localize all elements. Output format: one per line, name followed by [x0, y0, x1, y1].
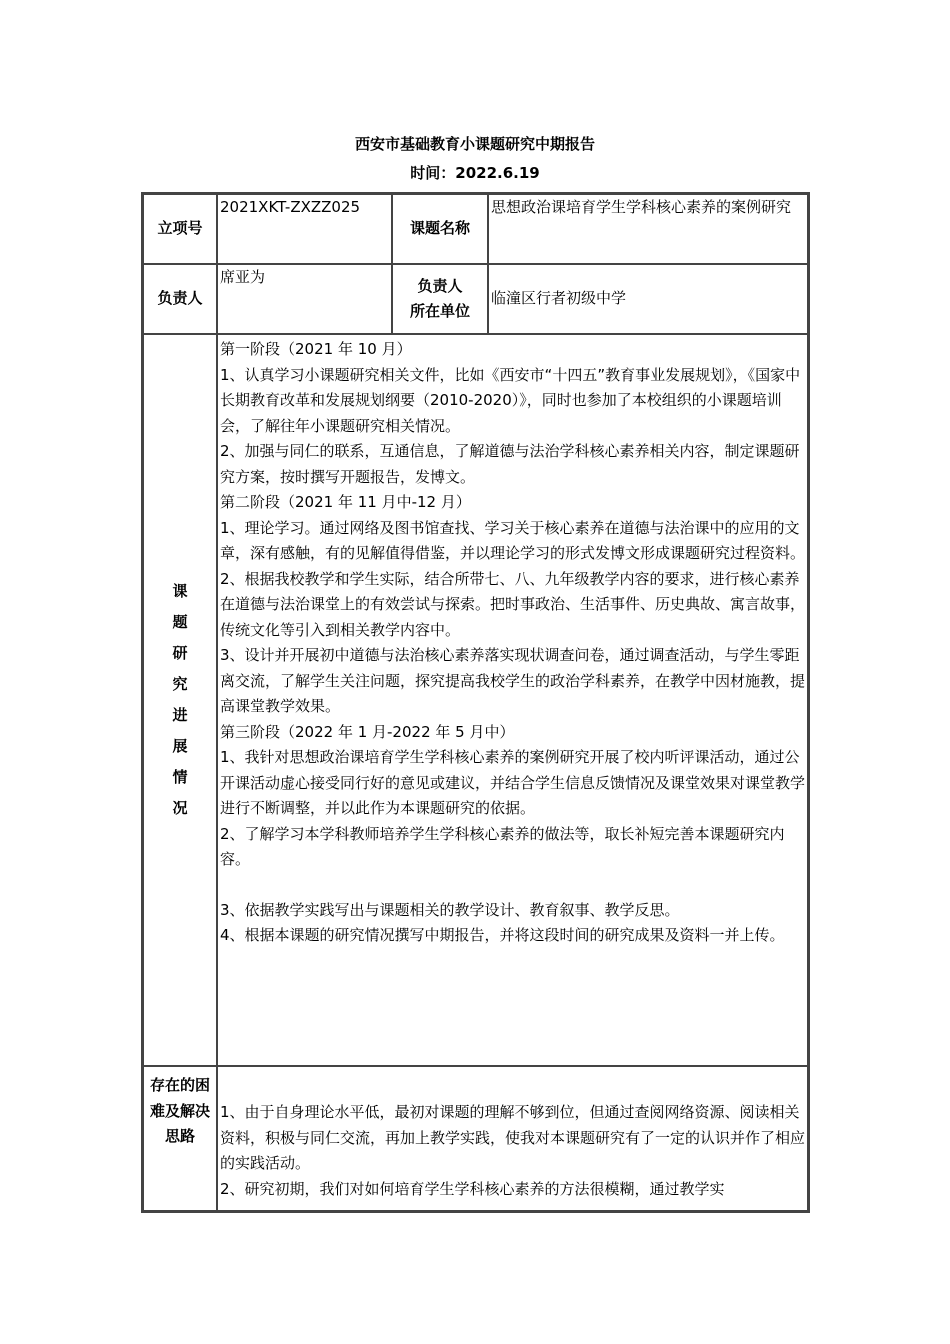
progress-label-char: 究	[172, 675, 188, 693]
progress-label-char: 题	[172, 613, 188, 631]
stage2-item-1: 1、理论学习。通过网络及图书馆查找、学习关于核心素养在道德与法治课中的应用的文章，深有感触，有的见解值得借鉴，并以理论学习的形式发博文形成课题研究过程资料。	[220, 518, 806, 562]
difficulties-content	[217, 1066, 808, 1211]
progress-label-char: 展	[172, 737, 188, 755]
document-title: 西安市基础教育小课题研究中期报告	[354, 135, 595, 153]
difficulties-label-line2: 难及解决	[149, 1101, 210, 1120]
stage1-item-1: 1、认真学习小课题研究相关文件，比如《西安市“十四五”教育事业发展规划》，《国家中长期教育改革和发展规划纲要（2010-2020）》，同时也参加了本校组织的小课题培训会，了解往年小课题研究相关情况。	[220, 365, 801, 435]
stage1-title: 第一阶段（2021 年 10 月）	[220, 340, 412, 358]
stage2-title: 第二阶段（2021 年 11 月中-12 月）	[220, 493, 471, 511]
difficulty-item-1: 1、由于自身理论水平低，最初对课题的理解不够到位，但通过查阅网络资源、阅读相关资料，积极与同仁交流，再加上教学实践，使我对本课题研究有了一定的认识并作了相应的实践活动。	[220, 1103, 806, 1172]
blank-spacer	[220, 873, 807, 898]
difficulties-label	[143, 1066, 217, 1211]
project-id-label: 立项号	[143, 194, 217, 264]
project-name-label: 课题名称	[392, 194, 488, 264]
unit-value: 临潼区行者初级中学	[488, 264, 808, 334]
unit-label-line1: 负责人	[417, 276, 463, 295]
progress-label	[143, 334, 217, 1066]
progress-label-char: 研	[172, 644, 188, 662]
project-id-value: 2021XKT-ZXZZ025	[217, 194, 392, 264]
unit-label-line2: 所在单位	[409, 302, 470, 320]
stage3-item-3: 3、依据教学实践写出与课题相关的教学设计、教育叙事、教学反思。	[220, 900, 680, 919]
progress-label-char: 课	[172, 582, 188, 600]
stage2-item-3: 3、设计并开展初中道德与法治核心素养落实现状调查问卷，通过调查活动，与学生零距离交流，了解学生关注问题，探究提高我校学生的政治学科素养，在教学中因材施教，提高课堂教学效果。	[220, 646, 806, 715]
difficulties-label-line3: 思路	[164, 1127, 195, 1145]
progress-label-char: 情	[172, 768, 188, 786]
difficulty-item-2: 2、研究初期，我们对如何培育学生学科核心素养的方法很模糊，通过教学实	[220, 1179, 725, 1198]
progress-label-char: 进	[172, 706, 188, 724]
report-table	[141, 192, 810, 1213]
stage3-item-2: 2、了解学习本学科教师培养学生学科核心素养的做法等，取长补短完善本课题研究内容。	[220, 824, 785, 868]
stage1-item-2: 2、加强与同仁的联系，互通信息，了解道德与法治学科核心素养相关内容，制定课题研究方案，按时撰写开题报告，发博文。	[220, 442, 800, 486]
stage3-item-4: 4、根据本课题的研究情况撰写中期报告，并将这段时间的研究成果及资料一并上传。	[220, 926, 785, 944]
leader-value: 席亚为	[217, 264, 392, 334]
leader-label: 负责人	[143, 264, 217, 334]
progress-content	[217, 334, 808, 1066]
stage3-title: 第三阶段（2022 年 1 月-2022 年 5 月中）	[220, 722, 515, 741]
stage3-item-1: 1、我针对思想政治课培育学生学科核心素养的案例研究开展了校内听评课活动，通过公开课活动虚心接受同行好的意见或建议，并结合学生信息反馈情况及课堂效果对课堂教学进行不断调整，并以此作为本课题研究的依据。	[220, 748, 806, 817]
unit-label	[392, 264, 488, 334]
report-date: 时间：2022.6.19	[410, 164, 540, 182]
stage2-item-2: 2、根据我校教学和学生实际，结合所带七、八、九年级教学内容的要求，进行核心素养在道德与法治课堂上的有效尝试与探索。把时事政治、生活事件、历史典故、寓言故事，传统文化等引入到相关教学内容中。	[220, 569, 806, 639]
project-name-value: 思想政治课培育学生学科核心素养的案例研究	[488, 194, 808, 264]
progress-label-char: 况	[172, 799, 188, 817]
difficulties-label-line1: 存在的困	[149, 1076, 210, 1094]
